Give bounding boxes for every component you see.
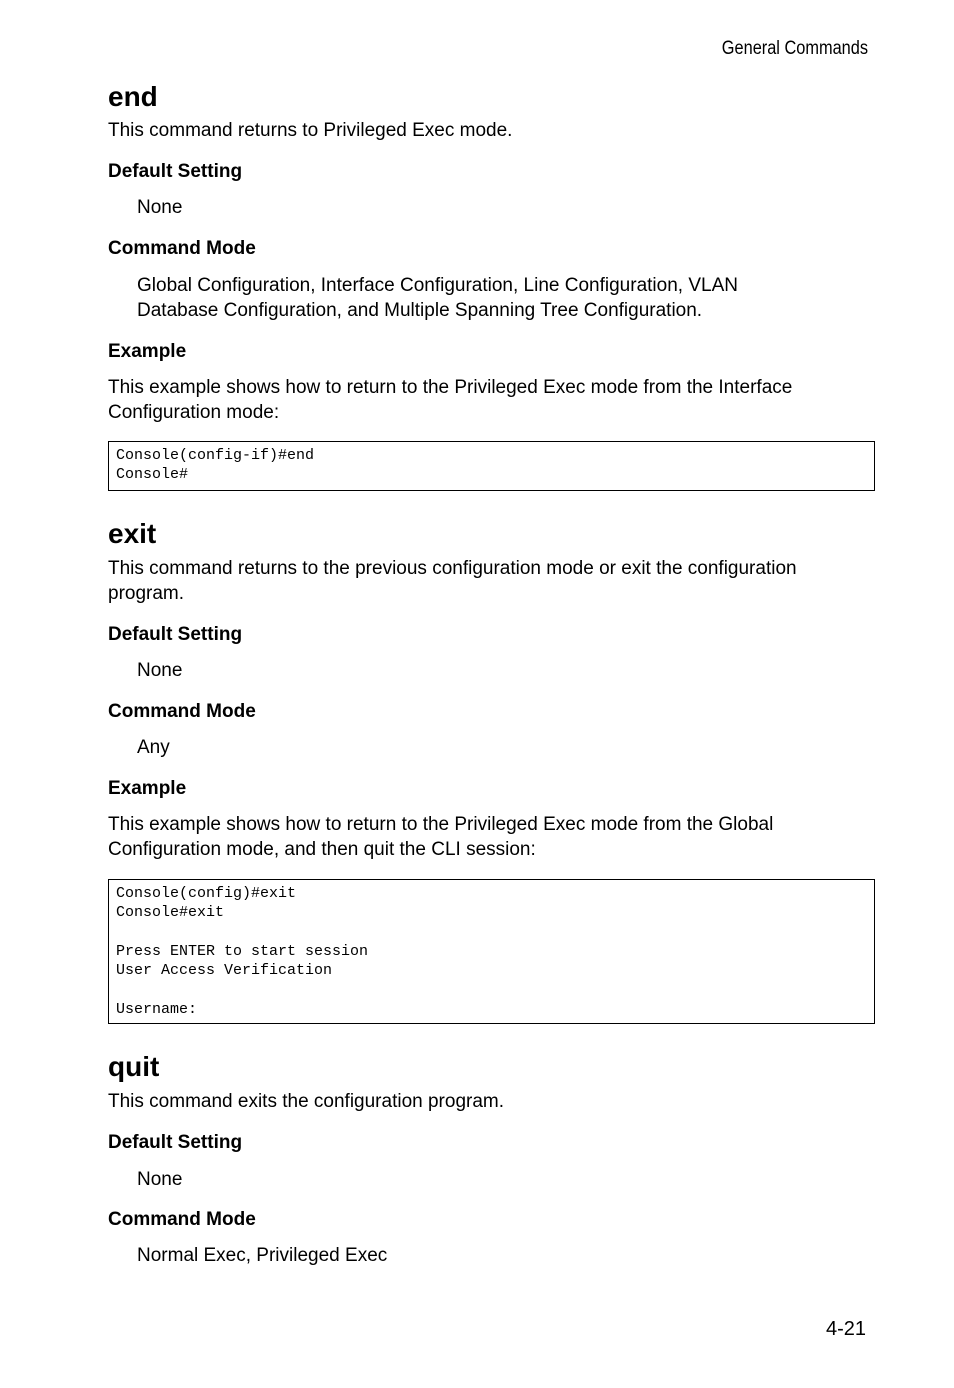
section-description-exit: This command returns to the previous configuration mode or exit the configuration program. (108, 558, 797, 604)
code-example-block: Console(config)#exit Console#exit Press ENTER to start session User Access Verification Username: (108, 879, 875, 1024)
default-setting-value: None (137, 197, 183, 218)
default-setting-heading: Default Setting (108, 1132, 243, 1153)
section-title-end: end (108, 81, 158, 112)
command-mode-value: Any (137, 737, 170, 758)
command-mode-heading: Command Mode (108, 1209, 256, 1230)
example-heading: Example (108, 778, 187, 799)
command-mode-value: Normal Exec, Privileged Exec (137, 1245, 388, 1266)
command-mode-heading: Command Mode (108, 238, 256, 259)
section-title-quit: quit (108, 1051, 160, 1082)
page-number: 4-21 (825, 1318, 866, 1340)
command-mode-heading: Command Mode (108, 701, 256, 722)
example-heading: Example (108, 341, 187, 362)
default-setting-heading: Default Setting (108, 161, 243, 182)
section-description-end: This command returns to Privileged Exec mode. (108, 120, 513, 141)
command-mode-line: Database Configuration, and Multiple Spanning Tree Configuration. (137, 300, 703, 321)
default-setting-value: None (137, 1169, 183, 1190)
section-title-exit: exit (108, 518, 157, 549)
default-setting-value: None (137, 660, 183, 681)
example-description: This example shows how to return to the Privileged Exec mode from the Interface Configuration mode: (108, 377, 793, 423)
section-description-quit: This command exits the configuration program. (108, 1091, 505, 1112)
code-example-block: Console(config-if)#end Console# (108, 441, 875, 491)
running-header: General Commands (721, 38, 868, 59)
command-mode-line: Global Configuration, Interface Configuration, Line Configuration, VLAN (137, 275, 738, 296)
default-setting-heading: Default Setting (108, 624, 243, 645)
example-description: This example shows how to return to the Privileged Exec mode from the Global Configuration mode, and then quit the CLI session: (108, 814, 774, 860)
